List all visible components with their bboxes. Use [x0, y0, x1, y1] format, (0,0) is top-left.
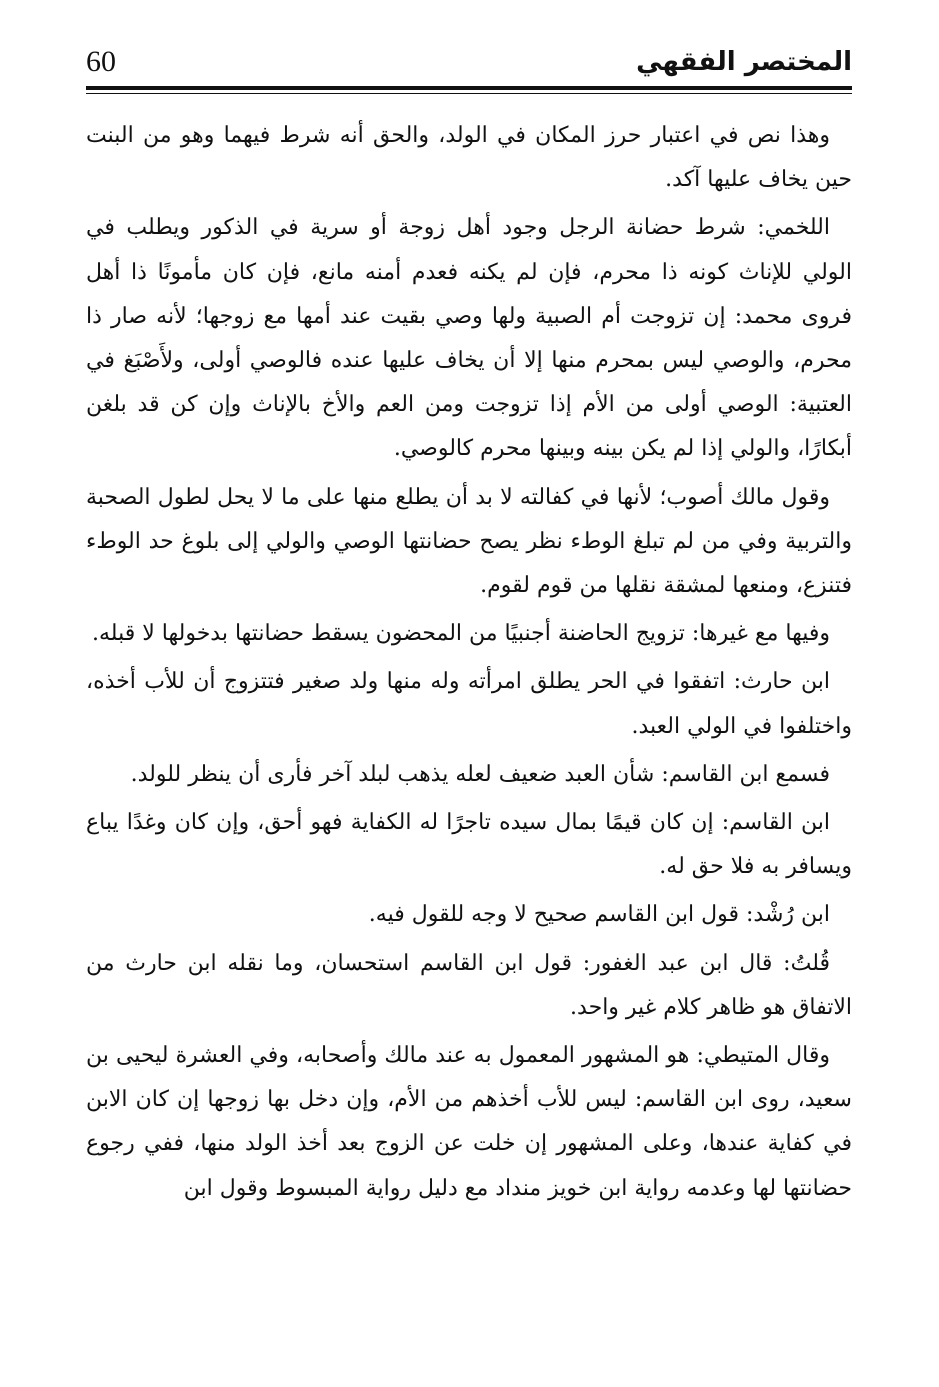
paragraph: وقول مالك أصوب؛ لأنها في كفالته لا بد أن يطلع منها على ما لا يحل لطول الصحبة والتربية وفي من لم تبلغ الوطء نظر يصح حضانتها الوصي والولي إلى بلوغ حد الوطء فتنزع، ومنعها لمشقة نقلها من قوم لقوم. — [86, 484, 852, 599]
paragraph: وهذا نص في اعتبار حرز المكان في الولد، والحق أنه شرط فيهما وهو من البنت حين يخاف عليها آكد. — [86, 123, 852, 193]
book-title: المختصر الفقهي — [636, 47, 852, 77]
paragraph: اللخمي: شرط حضانة الرجل وجود أهل زوجة أو سرية في الذكور ويطلب في الولي للإناث كونه ذا محرم، فإن لم يكنه فعدم أمنه مانع، فإن كان مأمونًا ذا أهل فروى محمد: إن تزوجت أم الصبية ولها وصي بقيت عند أمها مع زوجها؛ لأنه صار ذا محرم، والوصي ليس بمحرم منها إلا أن يخاف عليها عنده فالوصي أولى، ولأَصْبَغ في العتبية: الوصي أولى من الأم إذا تزوجت ومن العم والأخ بالإناث وإن كن قد بلغن أبكارًا، والولي إذا لم يكن بينه وبينها محرم كالوصي. — [86, 215, 852, 462]
page-header — [86, 44, 852, 92]
header-rule-thin — [86, 93, 852, 94]
paragraph: ابن رُشْد: قول ابن القاسم صحيح لا وجه للقول فيه. — [368, 902, 830, 928]
paragraph: وفيها مع غيرها: تزويج الحاضنة أجنبيًا من المحضون يسقط حضانتها بدخولها لا قبله. — [92, 621, 830, 647]
paragraph: ابن حارث: اتفقوا في الحر يطلق امرأته وله منها ولد صغير فتتزوج أن للأب أخذه، واختلفوا في الولي العبد. — [86, 669, 852, 739]
header-rule-thick — [86, 86, 852, 90]
page-number: 60 — [86, 45, 116, 78]
paragraph: وقال المتيطي: هو المشهور المعمول به عند مالك وأصحابه، وفي العشرة ليحيى بن سعيد، روى ابن القاسم: ليس للأب أخذهم من الأم، وإن دخل بها زوجها إن كان الابن في كفاية عندها، وعلى المشهور إن خلت عن الزوج بعد أخذ الولد منها، ففي رجوع حضانتها لها وعدمه رواية ابن خويز منداد مع دليل رواية المبسوط وقول ابن — [86, 1043, 852, 1201]
paragraph: فسمع ابن القاسم: شأن العبد ضعيف لعله يذهب لبلد آخر فأرى أن ينظر للولد. — [130, 761, 830, 787]
paragraph: قُلتُ: قال ابن عبد الغفور: قول ابن القاسم استحسان، وما نقله ابن حارث من الاتفاق هو ظاهر كلام غير واحد. — [86, 950, 852, 1020]
paragraph: ابن القاسم: إن كان قيمًا بمال سيده تاجرًا له الكفاية فهو أحق، وإن كان وغدًا يباع ويسافر به فلا حق له. — [86, 810, 852, 880]
page-body — [86, 114, 852, 1215]
